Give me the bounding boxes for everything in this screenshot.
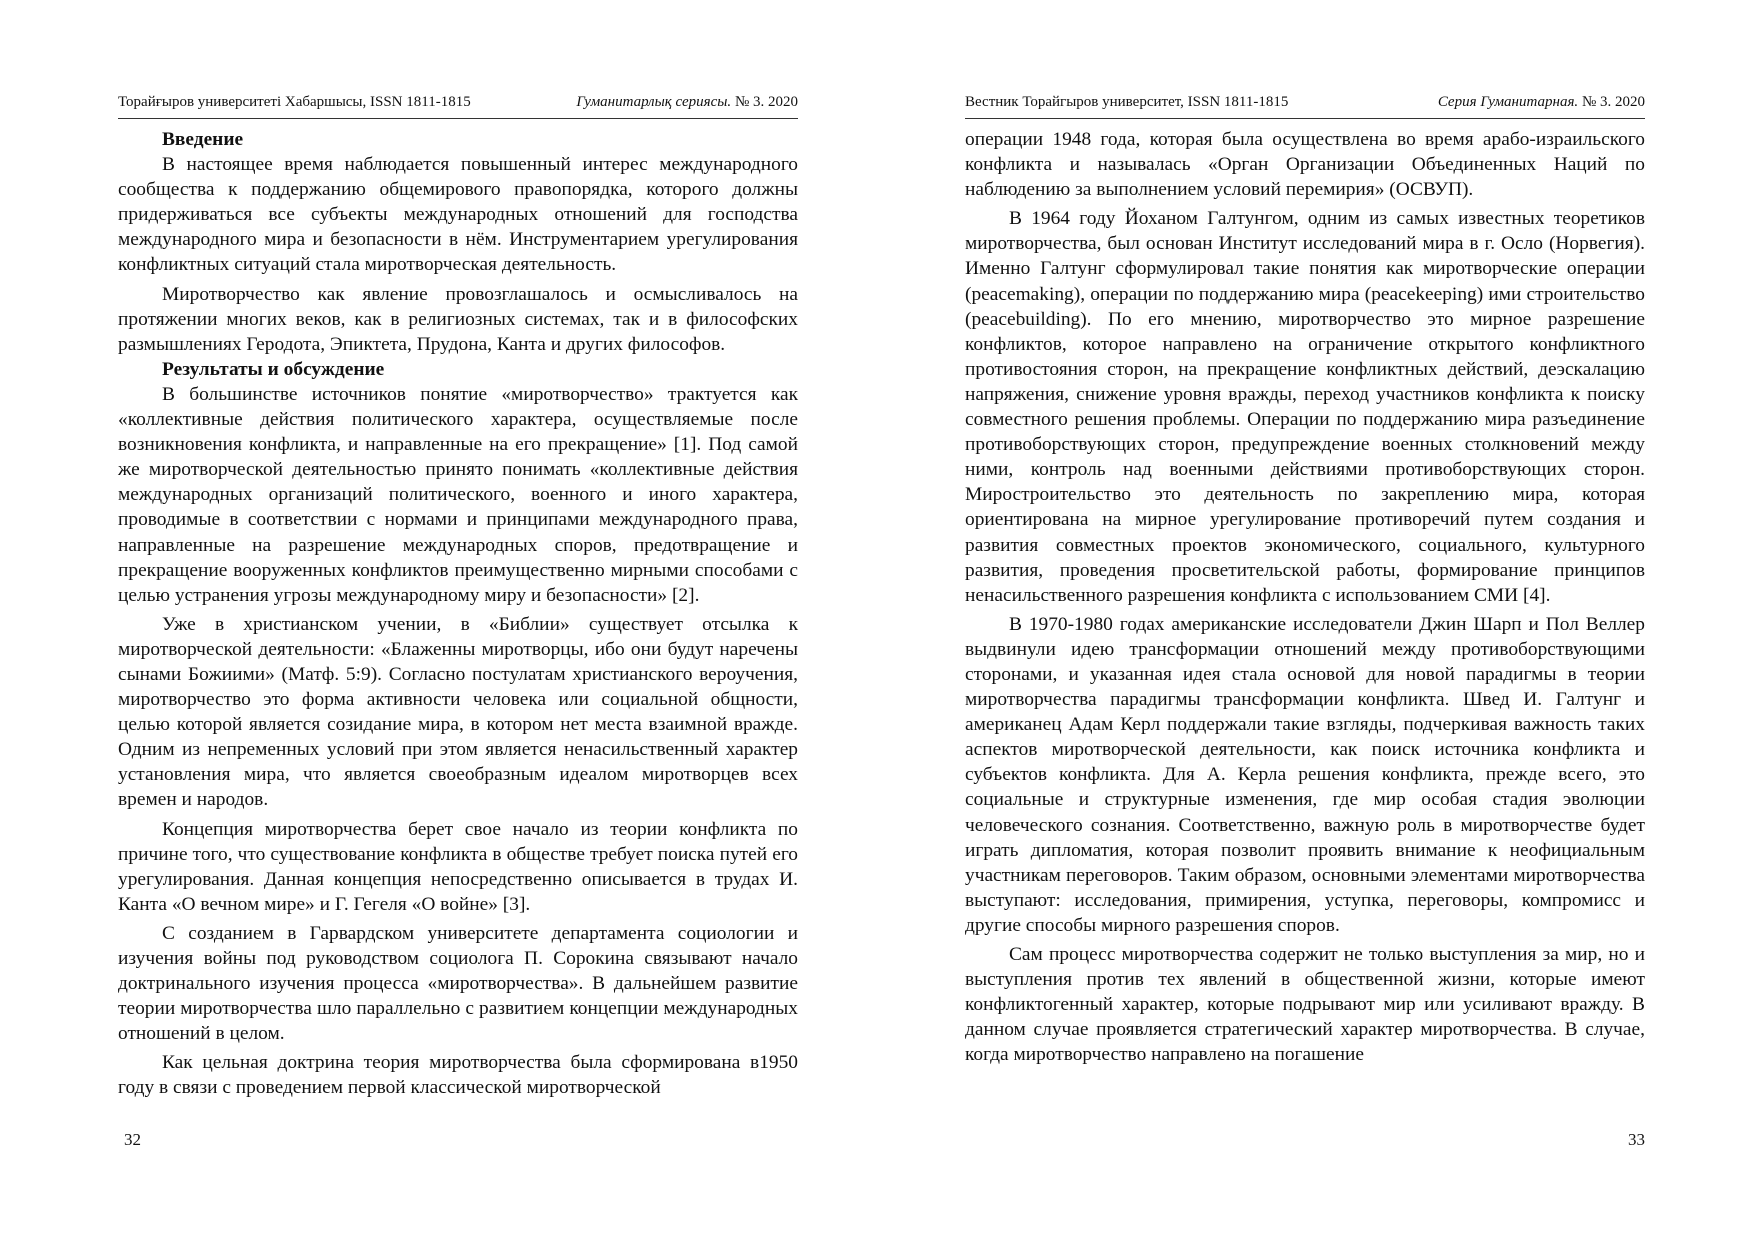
right-paragraph-2: В 1964 году Йоханом Галтунгом, одним из самых известных теоретиков миротворчества, был основан Институт исследований мира в г. Осло (Норвегия). Именно Галтунг сформулировал такие понятия как миротворческие операции (peacemaking), операции по поддержанию мира (peacekeeping) ими строительство (peacebuilding). По его мнению, миротворчество это мирное разрешение конфликтов, которое направлено на ограничение открытого конфликтного противостояния сторон, на прекращение конфликтных действий, деэскалацию напряжения, снижение уровня вражды, переход участников конфликта к поиску совместного решения проблемы. Операции по поддержанию мира разъединение противоборствующих сторон, предупреждение военных столкновений между ними, контроль над военными действиями противоборствующих сторон. Миростроительство это деятельность по закреплению мира, которая ориентирована на мирное урегулирование противоречий путем создания и развития совместных проектов экономического, социального, культурного развития, проведения просветительской работы, формирование принципов ненасильственного разрешения конфликта с использованием СМИ [4]. xyxy=(965,208,1645,606)
left-paragraph-4: Уже в христианском учении, в «Библии» существует отсылка к миротворческой деятельности: «Блаженны миротворцы, ибо они будут наречены сынами Божиими» (Матф. 5:9). Согласно постулатам христианского вероучения, миротворчество это форма активности человека или социальной общности, целью которой является созидание мира, в котором нет места взаимной вражде. Одним из непременных условий при этом является ненасильственный характер установления мира, что является своеобразным идеалом миротворцев всех времен и народов. xyxy=(118,613,798,811)
left-page-number: 32 xyxy=(124,1130,141,1149)
heading-introduction: Введение xyxy=(162,129,244,150)
right-paragraph-3: В 1970-1980 годах американские исследователи Джин Шарп и Пол Веллер выдвинули идею трансформации отношений между противоборствующими сторонами, и указанная идея стала основой для новой парадигмы в теории миротворчества парадигмы трансформации конфликта. Швед И. Галтунг и американец Адам Керл поддержали такие взгляды, подчеркивая важность таких аспектов миротворческой деятельности, как поиск источника конфликта и субъектов конфликта. Для А. Керла решения конфликта, прежде всего, это социальные и структурные изменения, где мир особая стадия эволюции человеческого сознания. Соответственно, важную роль в миротворчестве будет играть дипломатия, которая позволит проявить внимание к неофициальным участникам переговоров. Таким образом, основными элементами миротворчества выступают: исследования, примирения, уступка, переговоры, компромисс и другие способы мирного разрешения споров. xyxy=(965,613,1645,936)
left-running-head xyxy=(118,92,798,119)
right-running-head xyxy=(965,92,1645,119)
right-issue-number: № 3. 2020 xyxy=(1581,94,1645,110)
left-paragraph-7: Как цельная доктрина теория миротворчества была сформирована в1950 году в связи с проведением первой классической миротворческой xyxy=(118,1052,798,1099)
heading-results-discussion: Результаты и обсуждение xyxy=(162,358,385,380)
right-page-number: 33 xyxy=(1628,1130,1645,1149)
left-body-text xyxy=(118,127,798,1101)
left-issue-number: № 3. 2020 xyxy=(734,94,798,110)
right-series-name: Серия Гуманитарная. xyxy=(1437,94,1579,110)
right-paragraph-4: Сам процесс миротворчества содержит не только выступления за мир, но и выступления против тех явлений в общественной жизни, которые имеют конфликтогенный характер, которые подрывают мир или усиливают вражду. В данном случае проявляется стратегический характер миротворчества. В случае, когда миротворчество направлено на погашение xyxy=(965,944,1645,1066)
left-series-name: Гуманитарлық сериясы. xyxy=(576,94,732,110)
left-paragraph-1: В настоящее время наблюдается повышенный интерес международного сообщества к поддержанию общемирового правопорядка, которого должны придерживаться все субъекты международных отношений для господства международного мира и безопасности в нём. Инструментарием урегулирования конфликтных ситуаций стала миротворческая деятельность. xyxy=(118,154,798,276)
left-paragraph-3: В большинстве источников понятие «миротворчество» трактуется как «коллективные действия политического характера, осуществляемые после возникновения конфликта, и направленные на его прекращение» [1]. Под самой же миротворческой деятельностью принято понимать «коллективные действия международных организаций политического, военного и иного характера, проводимые в соответствии с нормами и принципами международного права, направленные на разрешение международных споров, предотвращение и прекращение вооруженных конфликтов преимущественно мирными способами с целью устранения угрозы международному миру и безопасности» [2]. xyxy=(118,383,798,606)
right-series-issue xyxy=(1438,92,1645,112)
left-paragraph-5: Концепция миротворчества берет свое начало из теории конфликта по причине того, что существование конфликта в обществе требует поиска путей его урегулирования. Данная концепция непосредственно описывается в трудах И. Канта «О вечном мире» и Г. Гегеля «О войне» [3]. xyxy=(118,818,798,915)
right-paragraph-1: операции 1948 года, которая была осуществлена во время арабо-израильского конфликта и называлась «Орган Организации Объединенных Наций по наблюдению за выполнением условий перемирия» (ОСВУП). xyxy=(965,129,1645,201)
left-series-issue xyxy=(576,92,798,112)
right-body-text xyxy=(965,127,1645,1067)
left-journal-title: Торайғыров университетi Хабаршысы, ISSN 1811-1815 xyxy=(118,94,471,110)
left-paragraph-6: С созданием в Гарвардском университете департамента социологии и изучения войны под руководством социолога П. Сорокина связывают начало доктринального изучения процесса «миротворчества». В дальнейшем развитие теории миротворчества шло параллельно с развитием концепции международных отношений в целом. xyxy=(118,922,798,1045)
left-paragraph-2: Миротворчество как явление провозглашалось и осмысливалось на протяжении многих веков, как в религиозных системах, так и в философских размышлениях Геродота, Эпиктета, Прудона, Канта и других философов. xyxy=(118,283,798,355)
right-journal-title: Вестник Торайгыров университет, ISSN 1811-1815 xyxy=(965,94,1289,110)
